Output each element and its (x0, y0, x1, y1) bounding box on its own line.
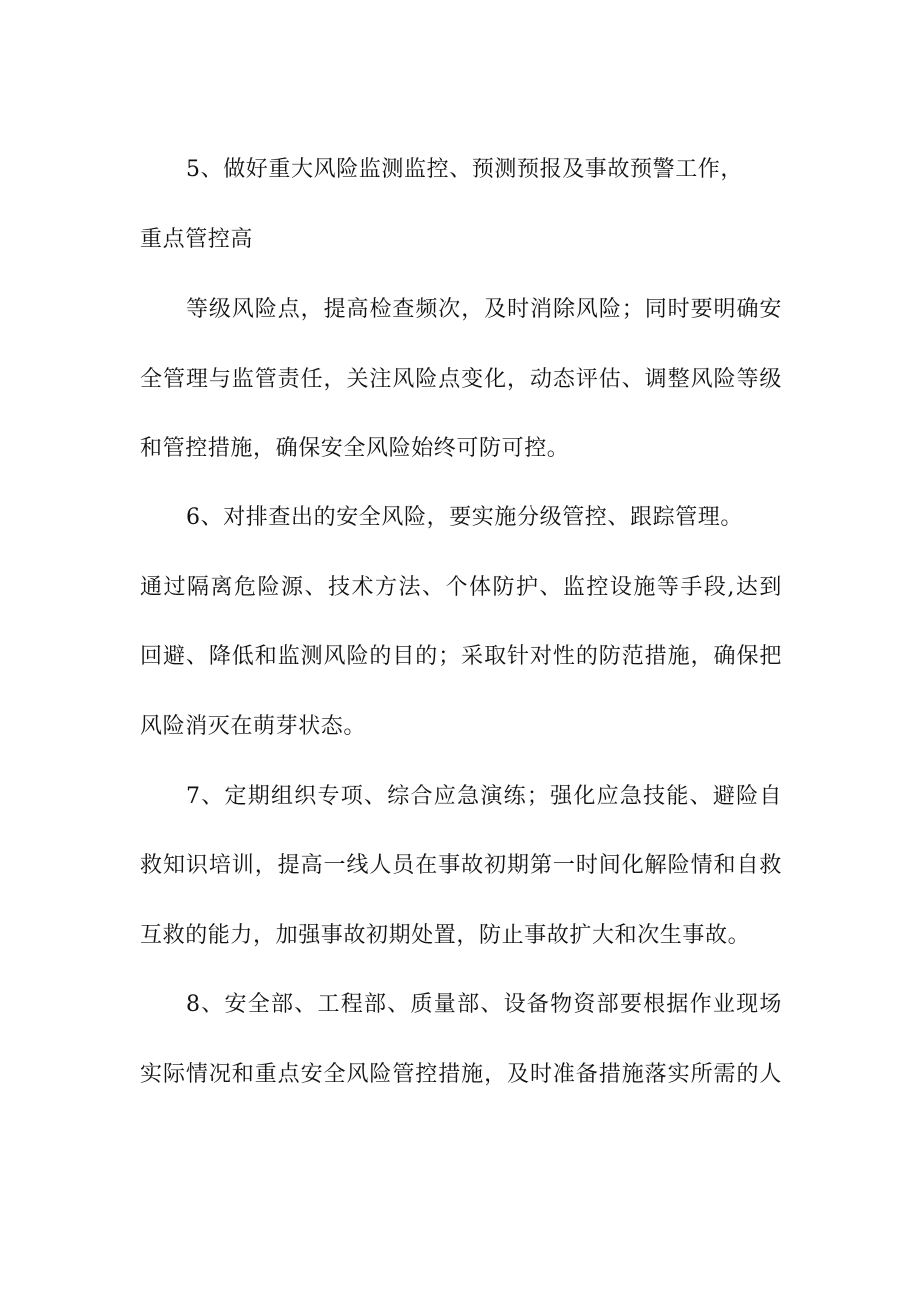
paragraph-6-line-4: 风险消灭在萌芽状态。 (140, 714, 367, 739)
paragraph-5-line-4: 全管理与监管责任，关注风险点变化，动态评估、调整风险等级 (140, 367, 782, 392)
paragraph-5-line-2: 重点管控高 (140, 227, 254, 252)
paragraph-7-line-1: 7、定期组织专项、综合应急演练；强化应急技能、避险自 (186, 784, 782, 809)
paragraph-6-line-2: 通过隔离危险源、技术方法、个体防护、监控设施等手段,达到 (140, 575, 782, 600)
paragraph-8-line-1: 8、安全部、工程部、质量部、设备物资部要根据作业现场 (186, 992, 782, 1017)
paragraph-5-line-3: 等级风险点，提高检查频次，及时消除风险；同时要明确安 (186, 297, 782, 322)
paragraph-7-line-2: 救知识培训，提高一线人员在事故初期第一时间化解险情和自救 (140, 853, 782, 878)
paragraph-7-line-3: 互救的能力，加强事故初期处置，防止事故扩大和次生事故。 (140, 923, 751, 948)
paragraph-5-line-1: 5、做好重大风险监测监控、预测预报及事故预警工作， (186, 157, 743, 182)
paragraph-8-line-2: 实际情况和重点安全风险管控措施，及时准备措施落实所需的人 (140, 1062, 782, 1087)
paragraph-6-line-1: 6、对排查出的安全风险，要实施分级管控、跟踪管理。 (186, 505, 743, 530)
paragraph-6-line-3: 回避、降低和监测风险的目的；采取针对性的防范措施，确保把 (140, 644, 782, 669)
paragraph-5-line-5: 和管控措施，确保安全风险始终可防可控。 (140, 436, 570, 461)
